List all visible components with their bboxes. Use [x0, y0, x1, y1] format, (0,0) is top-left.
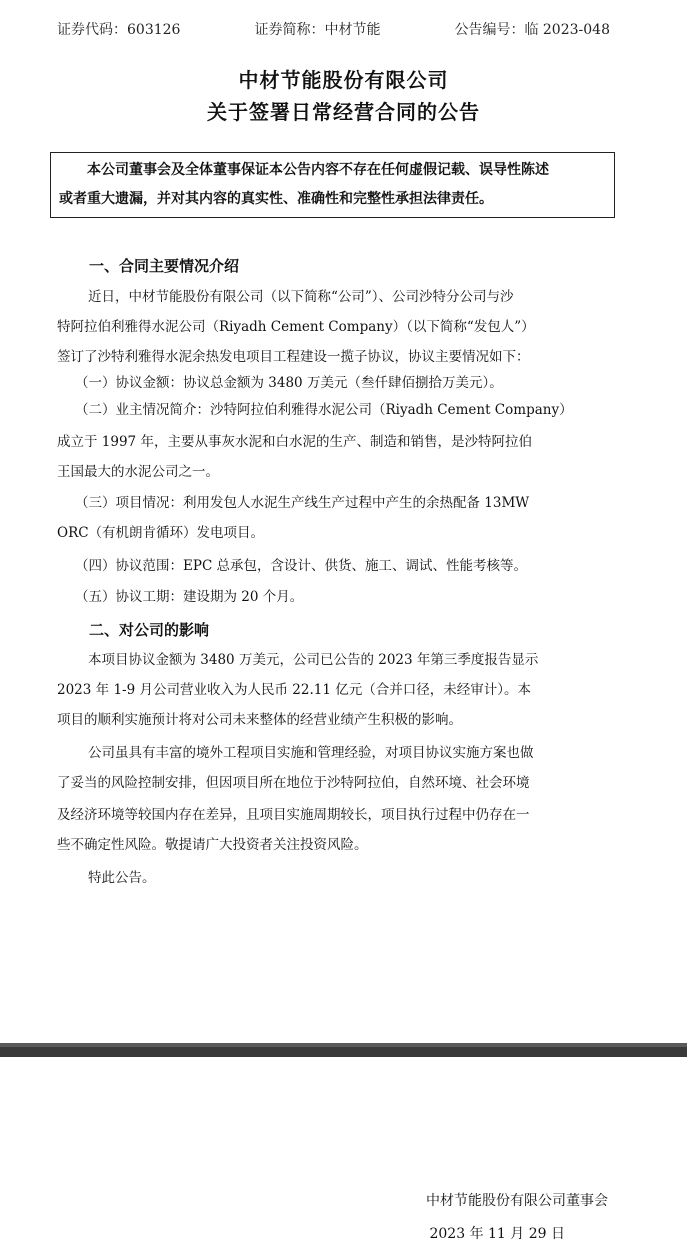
paragraph-line: 些不确定性风险。敬提请广大投资者关注投资风险。	[57, 837, 368, 853]
paragraph-line: 近日，中材节能股份有限公司（以下简称“公司”）、公司沙特分公司与沙	[88, 289, 514, 305]
paragraph-line: 签订了沙特利雅得水泥余热发电项目工程建设一揽子协议，协议主要情况如下：	[57, 349, 530, 365]
paragraph-line: ORC（有机朗肯循环）发电项目。	[57, 525, 265, 541]
agreement-amount-line: （一）协议金额：协议总金额为 3480 万美元（叁仟肆佰捌拾万美元）。	[75, 375, 503, 391]
disclaimer-line-2: 或者重大遗漏，并对其内容的真实性、准确性和完整性承担法律责任。	[59, 191, 493, 207]
section-heading-1: 一、合同主要情况介绍	[89, 257, 240, 275]
closing-line: 特此公告。	[88, 870, 156, 886]
agreement-scope-line: （四）协议范围：EPC 总承包，含设计、供货、施工、调试、性能考核等。	[75, 558, 528, 574]
paragraph-line: 王国最大的水泥公司之一。	[57, 464, 219, 480]
paragraph-line: 本项目协议金额为 3480 万美元，公司已公告的 2023 年第三季度报告显示	[88, 652, 539, 668]
signature-date: 2023 年 11 月 29 日	[429, 1226, 565, 1242]
notice-number: 公告编号：临 2023-048	[454, 22, 610, 38]
paragraph-line: 项目的顺利实施预计将对公司未来整体的经营业绩产生积极的影响。	[57, 712, 462, 728]
paragraph-line: 了妥当的风险控制安排，但因项目所在地位于沙特阿拉伯，自然环境、社会环境	[57, 775, 530, 791]
page-divider	[0, 1043, 687, 1057]
notice-title: 关于签署日常经营合同的公告	[207, 100, 480, 124]
stock-short-name: 证券简称：中材节能	[254, 22, 381, 38]
paragraph-line: 成立于 1997 年，主要从事灰水泥和白水泥的生产、制造和销售，是沙特阿拉伯	[57, 434, 532, 450]
paragraph-line: 公司虽具有丰富的境外工程项目实施和管理经验，对项目协议实施方案也做	[88, 745, 534, 761]
disclaimer-line-1: 本公司董事会及全体董事保证本公告内容不存在任何虚假记载、误导性陈述	[87, 162, 549, 178]
agreement-period-line: （五）协议工期：建设期为 20 个月。	[75, 589, 304, 605]
signature-company: 中材节能股份有限公司董事会	[426, 1193, 608, 1209]
company-title: 中材节能股份有限公司	[238, 68, 449, 92]
page-divider-highlight	[0, 1043, 687, 1047]
paragraph-line: 2023 年 1-9 月公司营业收入为人民币 22.11 亿元（合并口径，未经审计）。本	[57, 682, 531, 698]
paragraph-line: 及经济环境等较国内存在差异，且项目实施周期较长，项目执行过程中仍存在一	[57, 807, 530, 823]
section-heading-2: 二、对公司的影响	[89, 621, 210, 639]
disclaimer-box	[50, 152, 615, 218]
project-info-line: （三）项目情况：利用发包人水泥生产线生产过程中产生的余热配备 13MW	[75, 495, 530, 511]
paragraph-line: 特阿拉伯利雅得水泥公司（Riyadh Cement Company）（以下简称“发包人”）	[57, 319, 535, 335]
stock-code: 证券代码：603126	[57, 22, 181, 38]
document-header	[57, 19, 610, 39]
owner-intro-line: （二）业主情况简介：沙特阿拉伯利雅得水泥公司（Riyadh Cement Company）	[75, 402, 573, 418]
